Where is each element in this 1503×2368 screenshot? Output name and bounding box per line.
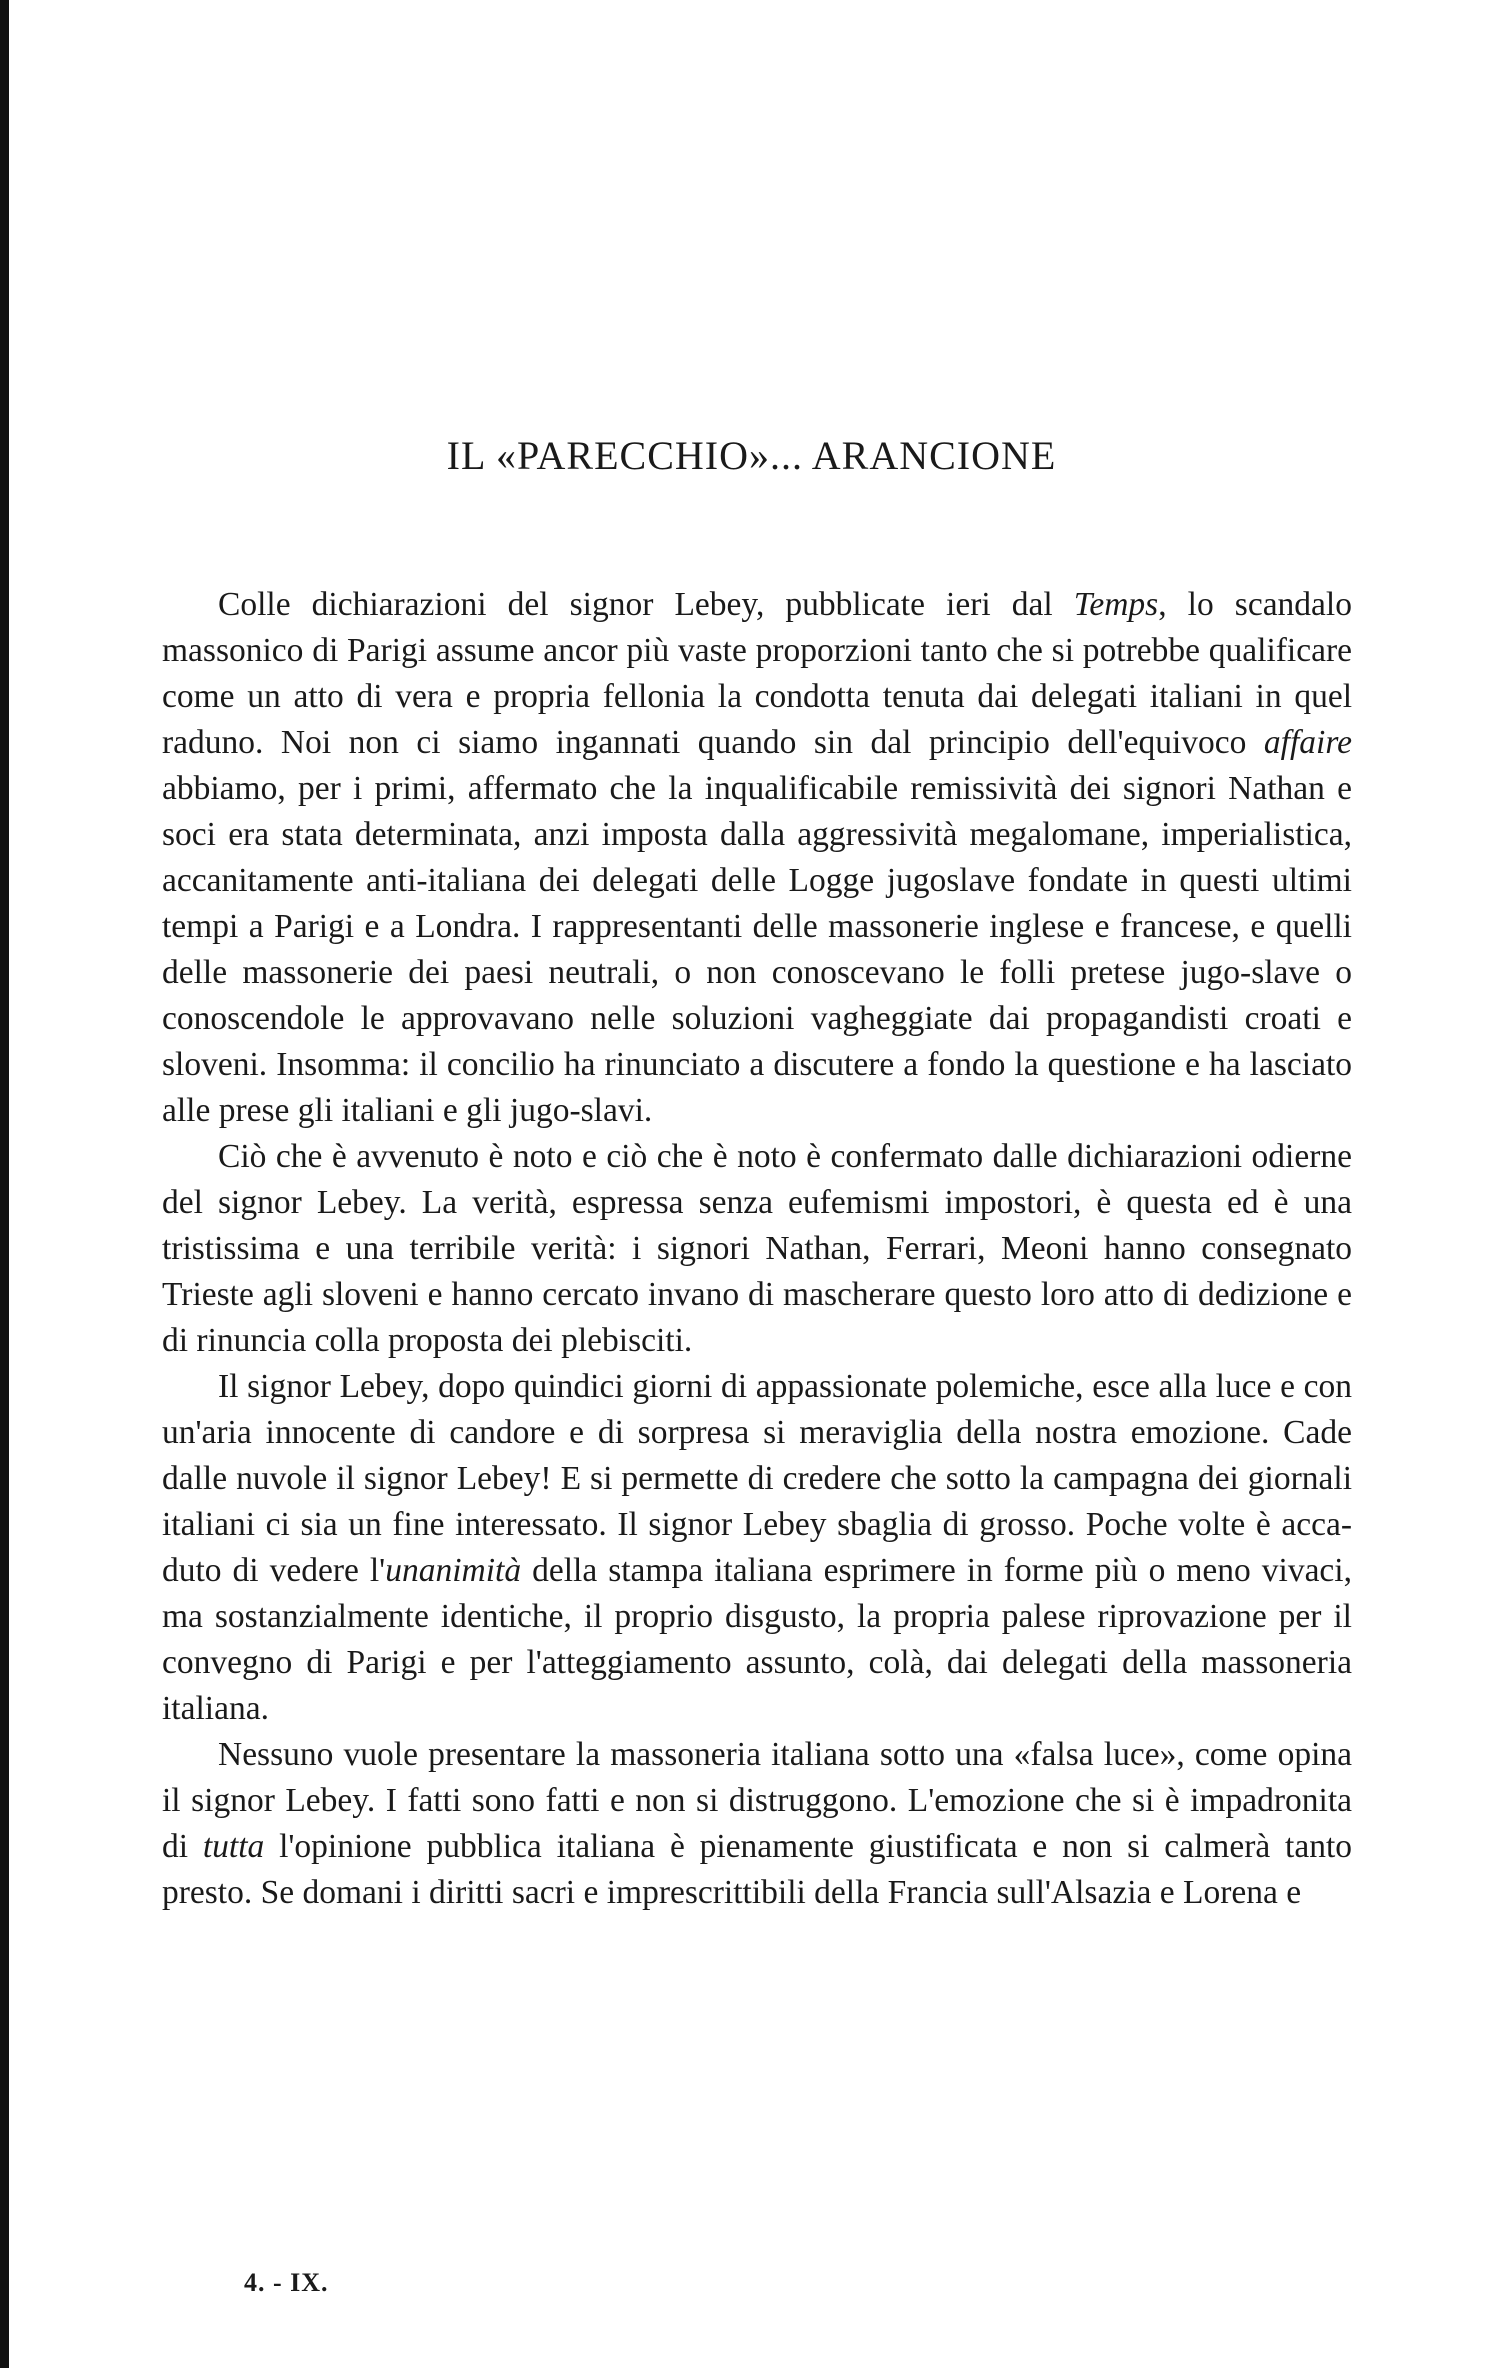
italic-term: unanimità xyxy=(385,1552,522,1589)
article-body xyxy=(162,582,1352,1916)
italic-term: affaire xyxy=(1263,724,1352,761)
signature-mark: 4. - IX. xyxy=(244,2268,329,2297)
paragraph-3: Il signor Lebey, dopo quindici giorni di appassionate polemiche, esce alla luce e con un'aria innocente di candore e di sorpresa si meraviglia della nostra emozione. Cade dalle nuvole il signor Lebey! E si permette di credere che sotto la campagna dei giornali italiani ci sia un fine interessato. Il signor Lebey sbaglia di grosso. Poche volte è accaduto di vedere l'unanimità della stampa italiana esprimere in forme più o meno vivaci, ma sostanzialmente identiche, il proprio disgusto, la propria palese riprovazione per il convegno di Parigi e per l'atteggiamento assunto, colà, dai delegati della massoneria italiana. xyxy=(162,1368,1352,1727)
italic-term: tutta xyxy=(202,1828,265,1865)
paragraph-2: Ciò che è avvenuto è noto e ciò che è noto è confermato dalle dichiarazioni odierne del signor Lebey. La verità, espressa senza eufemismi impostori, è questa ed è una tristissima e una terribile verità: i signori Nathan, Ferrari, Meoni hanno consegnato Trieste agli sloveni e hanno cercato invano di mascherare questo loro atto di dedizione e di rinuncia colla proposta dei plebisciti. xyxy=(162,1138,1352,1359)
page-title: IL «PARECCHIO»... ARANCIONE xyxy=(446,433,1057,478)
paragraph-4: Nessuno vuole presentare la massoneria italiana sotto una «falsa luce», come opina il signor Lebey. I fatti sono fatti e non si distruggono. L'emozione che si è impadronita di tutta l'opinione pubblica italiana è pienamente giustificata e non si calmerà tanto presto. Se domani i diritti sacri e imprescrittibili della Francia sull'Alsazia e Lorena e xyxy=(162,1736,1353,1911)
italic-term: Temps xyxy=(1073,586,1159,623)
paragraph-1: Colle dichiarazioni del signor Lebey, pubblicate ieri dal Temps, lo scandalo massonico di Parigi assume ancor più vaste proporzioni tanto che si potrebbe qualificare come un atto di vera e propria fellonia la condotta tenuta dai delegati italiani in quel raduno. Noi non ci siamo ingannati quando sin dal principio dell'equivoco affaire abbiamo, per i primi, affermato che la inqualificabile remissività dei signori Nathan e soci era stata determinata, anzi imposta dalla aggressività megalomane, imperialistica, accanitamente anti-italiana dei delegati delle Logge jugoslave fondate in questi ultimi tempi a Parigi e a Londra. I rappresentanti delle massonerie inglese e francese, e quelli delle massonerie dei paesi neutrali, o non conoscevano le folli pretese jugo-slave o conoscendole le approvavano nelle soluzioni vagheggiate dai propagandisti croati e sloveni. Insomma: il concilio ha rinunciato a discutere a fondo la questione e ha lasciato alle prese gli italiani e gli jugo-slavi. xyxy=(162,586,1352,1129)
